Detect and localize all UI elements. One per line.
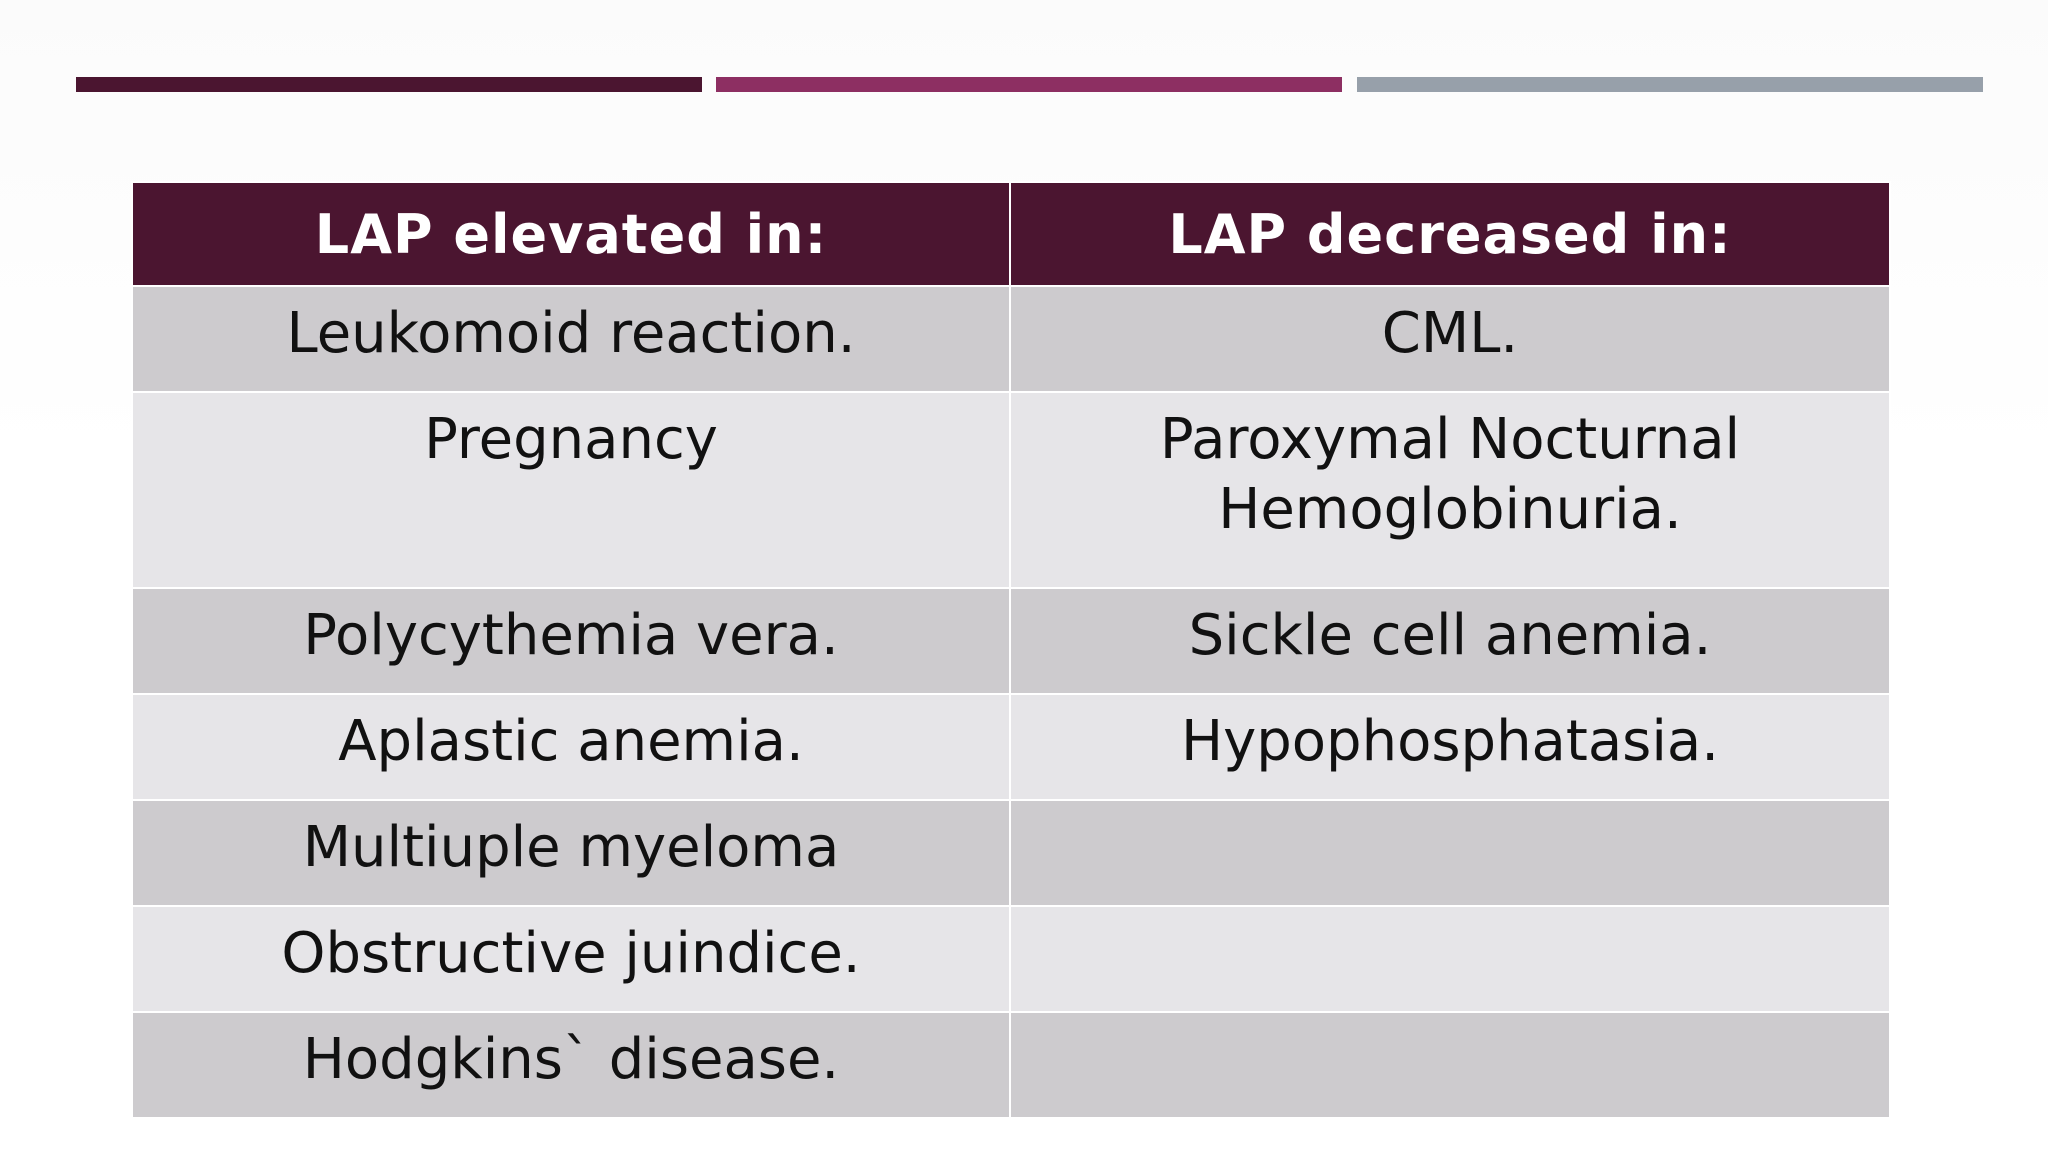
decreased-cell: Sickle cell anemia. (1010, 588, 1890, 694)
lap-table-container (131, 181, 1889, 1119)
elevated-cell: Polycythemia vera. (132, 588, 1010, 694)
elevated-cell: Obstructive juindice. (132, 906, 1010, 1012)
accent-bar-magenta (716, 77, 1342, 92)
accent-bar-dark-plum (76, 77, 702, 92)
decreased-cell: Hypophosphatasia. (1010, 694, 1890, 800)
elevated-cell: Pregnancy (132, 392, 1010, 588)
elevated-cell: Leukomoid reaction. (132, 286, 1010, 392)
header-lap-decreased: LAP decreased in: (1010, 182, 1890, 286)
decreased-cell: Paroxymal Nocturnal Hemoglobinuria. (1010, 392, 1890, 588)
decreased-cell-empty (1010, 906, 1890, 1012)
elevated-cell: Aplastic anemia. (132, 694, 1010, 800)
decreased-cell-empty (1010, 800, 1890, 906)
header-lap-elevated: LAP elevated in: (132, 182, 1010, 286)
table-row (132, 392, 1890, 588)
table-row (132, 694, 1890, 800)
decreased-cell-empty (1010, 1012, 1890, 1118)
lap-comparison-table (131, 181, 1891, 1119)
elevated-cell: Multiuple myeloma (132, 800, 1010, 906)
table-header-row (132, 182, 1890, 286)
accent-bar-gray (1357, 77, 1983, 92)
decreased-cell: CML. (1010, 286, 1890, 392)
elevated-cell: Hodgkins` disease. (132, 1012, 1010, 1118)
table-row (132, 1012, 1890, 1118)
table-row (132, 286, 1890, 392)
table-row (132, 906, 1890, 1012)
table-row (132, 588, 1890, 694)
table-row (132, 800, 1890, 906)
